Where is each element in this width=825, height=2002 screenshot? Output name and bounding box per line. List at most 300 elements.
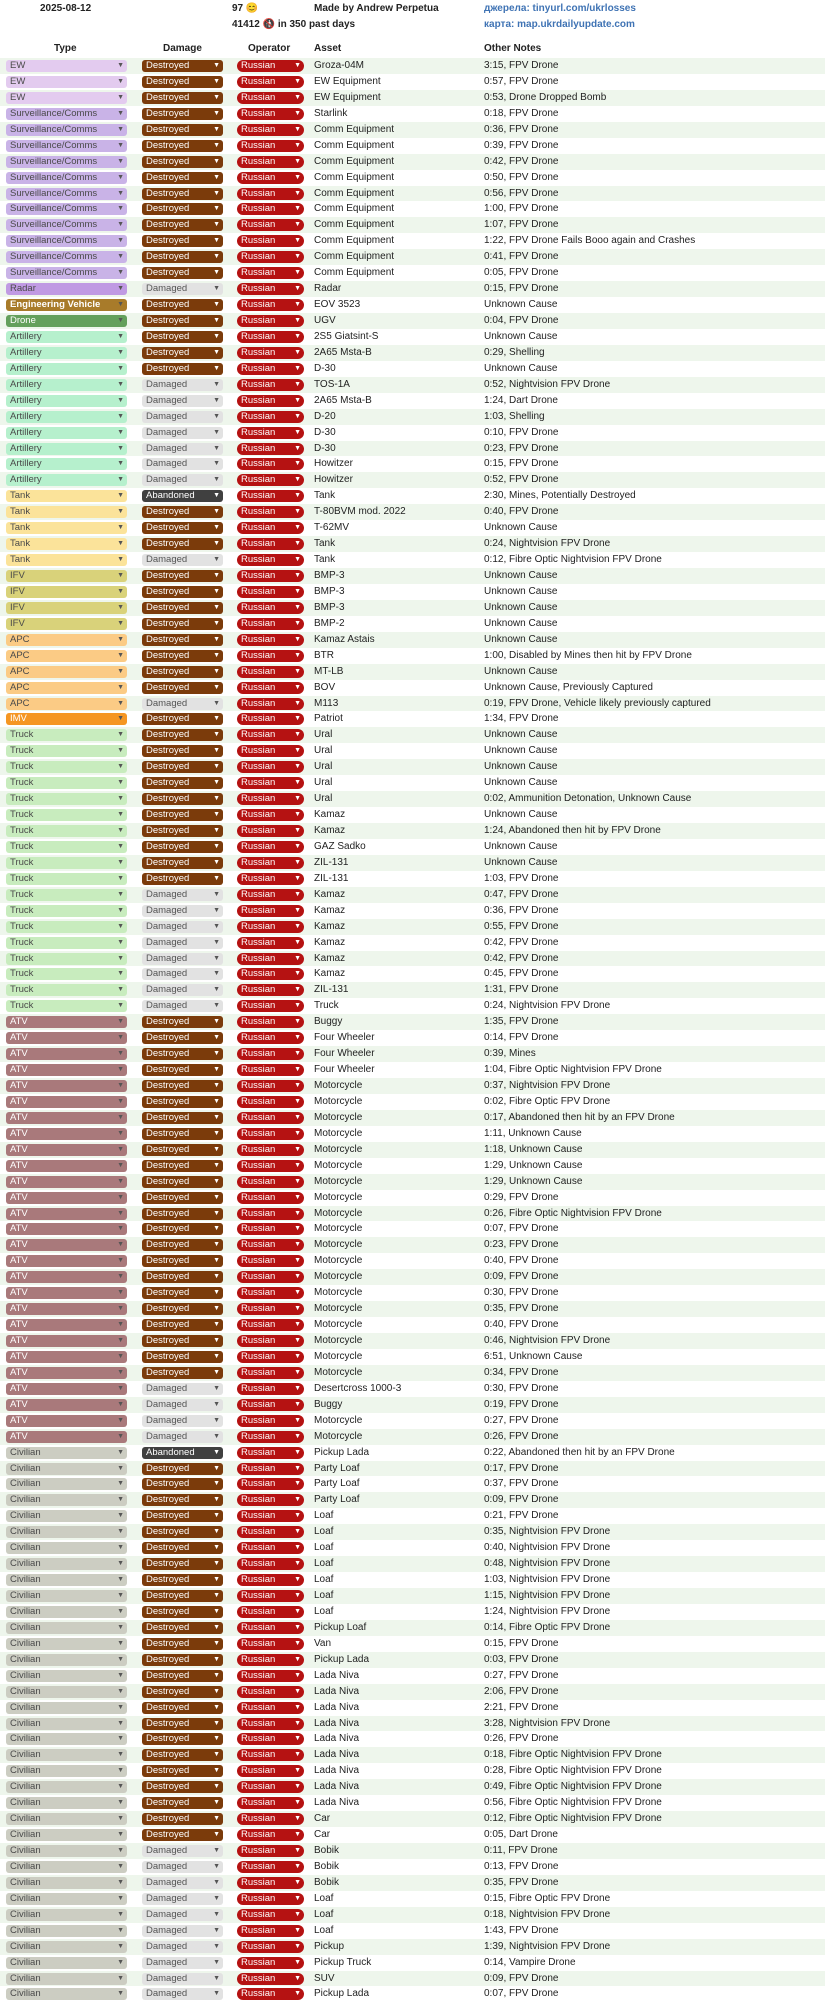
operator-dropdown[interactable]: Russian ▼ — [237, 315, 304, 327]
operator-dropdown[interactable]: Russian ▼ — [237, 1176, 304, 1188]
chevron-down-icon[interactable]: ▼ — [294, 221, 301, 229]
operator-dropdown[interactable]: Russian ▼ — [237, 1845, 304, 1857]
chevron-down-icon[interactable]: ▼ — [117, 269, 124, 277]
type-dropdown[interactable]: IFV ▼ — [6, 586, 127, 598]
operator-dropdown[interactable]: Russian ▼ — [237, 650, 304, 662]
damage-dropdown[interactable]: Destroyed ▼ — [142, 1271, 223, 1283]
operator-dropdown[interactable]: Russian ▼ — [237, 1813, 304, 1825]
damage-dropdown[interactable]: Damaged ▼ — [142, 889, 223, 901]
chevron-down-icon[interactable]: ▼ — [294, 332, 301, 340]
chevron-down-icon[interactable]: ▼ — [294, 189, 301, 197]
chevron-down-icon[interactable]: ▼ — [117, 572, 124, 579]
chevron-down-icon[interactable]: ▼ — [117, 62, 124, 69]
chevron-down-icon[interactable]: ▼ — [213, 1592, 220, 1599]
operator-dropdown[interactable]: Russian ▼ — [237, 1335, 304, 1347]
chevron-down-icon[interactable]: ▼ — [294, 1273, 301, 1281]
damage-dropdown[interactable]: Destroyed ▼ — [142, 1032, 223, 1044]
chevron-down-icon[interactable]: ▼ — [213, 1831, 220, 1839]
chevron-down-icon[interactable]: ▼ — [117, 1847, 124, 1854]
type-dropdown[interactable]: ATV ▼ — [6, 1239, 127, 1251]
damage-dropdown[interactable]: Destroyed ▼ — [142, 650, 223, 662]
type-dropdown[interactable]: EW ▼ — [6, 92, 127, 104]
chevron-down-icon[interactable]: ▼ — [294, 1241, 301, 1249]
type-dropdown[interactable]: Drone ▼ — [6, 315, 127, 327]
damage-dropdown[interactable]: Destroyed ▼ — [142, 586, 223, 598]
damage-dropdown[interactable]: Destroyed ▼ — [142, 219, 223, 231]
damage-dropdown[interactable]: Damaged ▼ — [142, 1000, 223, 1012]
chevron-down-icon[interactable]: ▼ — [117, 1671, 124, 1679]
chevron-down-icon[interactable]: ▼ — [294, 1799, 301, 1807]
chevron-down-icon[interactable]: ▼ — [117, 1783, 124, 1791]
chevron-down-icon[interactable]: ▼ — [213, 173, 220, 181]
chevron-down-icon[interactable]: ▼ — [294, 1225, 301, 1233]
damage-dropdown[interactable]: Destroyed ▼ — [142, 682, 223, 694]
chevron-down-icon[interactable]: ▼ — [294, 412, 301, 420]
chevron-down-icon[interactable]: ▼ — [117, 1209, 124, 1217]
operator-dropdown[interactable]: Russian ▼ — [237, 219, 304, 231]
damage-dropdown[interactable]: Destroyed ▼ — [142, 1765, 223, 1777]
operator-dropdown[interactable]: Russian ▼ — [237, 124, 304, 136]
operator-dropdown[interactable]: Russian ▼ — [237, 1590, 304, 1602]
chevron-down-icon[interactable]: ▼ — [117, 587, 124, 595]
operator-dropdown[interactable]: Russian ▼ — [237, 1032, 304, 1044]
chevron-down-icon[interactable]: ▼ — [213, 683, 220, 691]
chevron-down-icon[interactable]: ▼ — [294, 460, 301, 468]
damage-dropdown[interactable]: Damaged ▼ — [142, 937, 223, 949]
chevron-down-icon[interactable]: ▼ — [294, 1400, 301, 1408]
operator-dropdown[interactable]: Russian ▼ — [237, 506, 304, 518]
chevron-down-icon[interactable]: ▼ — [117, 77, 124, 85]
chevron-down-icon[interactable]: ▼ — [294, 1321, 301, 1329]
chevron-down-icon[interactable]: ▼ — [213, 1129, 220, 1137]
operator-dropdown[interactable]: Russian ▼ — [237, 1367, 304, 1379]
damage-dropdown[interactable]: Destroyed ▼ — [142, 745, 223, 757]
type-dropdown[interactable]: APC ▼ — [6, 634, 127, 646]
chevron-down-icon[interactable]: ▼ — [117, 1113, 124, 1121]
type-dropdown[interactable]: Civilian ▼ — [6, 1813, 127, 1825]
chevron-down-icon[interactable]: ▼ — [117, 954, 124, 962]
chevron-down-icon[interactable]: ▼ — [213, 1576, 220, 1584]
operator-dropdown[interactable]: Russian ▼ — [237, 474, 304, 486]
chevron-down-icon[interactable]: ▼ — [213, 1751, 220, 1759]
damage-dropdown[interactable]: Destroyed ▼ — [142, 108, 223, 120]
type-dropdown[interactable]: ATV ▼ — [6, 1271, 127, 1283]
operator-dropdown[interactable]: Russian ▼ — [237, 745, 304, 757]
damage-dropdown[interactable]: Destroyed ▼ — [142, 1176, 223, 1188]
column-header-damage[interactable]: Damage — [163, 43, 202, 54]
chevron-down-icon[interactable]: ▼ — [117, 1177, 124, 1185]
chevron-down-icon[interactable]: ▼ — [294, 1592, 301, 1599]
type-dropdown[interactable]: ATV ▼ — [6, 1208, 127, 1220]
damage-dropdown[interactable]: Damaged ▼ — [142, 283, 223, 295]
damage-dropdown[interactable]: Destroyed ▼ — [142, 713, 223, 725]
damage-dropdown[interactable]: Damaged ▼ — [142, 1415, 223, 1427]
type-dropdown[interactable]: Artillery ▼ — [6, 411, 127, 423]
chevron-down-icon[interactable]: ▼ — [294, 1878, 301, 1886]
chevron-down-icon[interactable]: ▼ — [213, 1305, 220, 1313]
operator-dropdown[interactable]: Russian ▼ — [237, 1319, 304, 1331]
chevron-down-icon[interactable]: ▼ — [213, 1368, 220, 1376]
chevron-down-icon[interactable]: ▼ — [213, 922, 220, 930]
chevron-down-icon[interactable]: ▼ — [294, 540, 301, 548]
type-dropdown[interactable]: Surveillance/Comms ▼ — [6, 235, 127, 247]
chevron-down-icon[interactable]: ▼ — [117, 237, 124, 245]
chevron-down-icon[interactable]: ▼ — [294, 1289, 301, 1297]
chevron-down-icon[interactable]: ▼ — [294, 1560, 301, 1568]
type-dropdown[interactable]: Surveillance/Comms ▼ — [6, 251, 127, 263]
operator-dropdown[interactable]: Russian ▼ — [237, 761, 304, 773]
type-dropdown[interactable]: Civilian ▼ — [6, 1957, 127, 1969]
chevron-down-icon[interactable]: ▼ — [213, 301, 220, 309]
type-dropdown[interactable]: ATV ▼ — [6, 1144, 127, 1156]
type-dropdown[interactable]: Truck ▼ — [6, 777, 127, 789]
chevron-down-icon[interactable]: ▼ — [213, 1623, 220, 1631]
chevron-down-icon[interactable]: ▼ — [117, 1639, 124, 1647]
chevron-down-icon[interactable]: ▼ — [117, 508, 124, 516]
operator-dropdown[interactable]: Russian ▼ — [237, 411, 304, 423]
operator-dropdown[interactable]: Russian ▼ — [237, 921, 304, 933]
operator-dropdown[interactable]: Russian ▼ — [237, 984, 304, 996]
chevron-down-icon[interactable]: ▼ — [213, 1990, 220, 1998]
operator-dropdown[interactable]: Russian ▼ — [237, 873, 304, 885]
chevron-down-icon[interactable]: ▼ — [213, 858, 220, 866]
type-dropdown[interactable]: Civilian ▼ — [6, 1478, 127, 1490]
damage-dropdown[interactable]: Destroyed ▼ — [142, 1144, 223, 1156]
chevron-down-icon[interactable]: ▼ — [117, 412, 124, 420]
chevron-down-icon[interactable]: ▼ — [117, 1368, 124, 1376]
damage-dropdown[interactable]: Destroyed ▼ — [142, 1733, 223, 1745]
type-dropdown[interactable]: Civilian ▼ — [6, 1638, 127, 1650]
damage-dropdown[interactable]: Destroyed ▼ — [142, 1016, 223, 1028]
chevron-down-icon[interactable]: ▼ — [117, 1129, 124, 1137]
type-dropdown[interactable]: Truck ▼ — [6, 953, 127, 965]
chevron-down-icon[interactable]: ▼ — [213, 460, 220, 468]
type-dropdown[interactable]: Tank ▼ — [6, 538, 127, 550]
operator-dropdown[interactable]: Russian ▼ — [237, 1606, 304, 1618]
operator-dropdown[interactable]: Russian ▼ — [237, 203, 304, 215]
chevron-down-icon[interactable]: ▼ — [213, 667, 220, 675]
operator-dropdown[interactable]: Russian ▼ — [237, 1510, 304, 1522]
damage-dropdown[interactable]: Destroyed ▼ — [142, 172, 223, 184]
damage-dropdown[interactable]: Destroyed ▼ — [142, 347, 223, 359]
damage-dropdown[interactable]: Damaged ▼ — [142, 1431, 223, 1443]
operator-dropdown[interactable]: Russian ▼ — [237, 1080, 304, 1092]
operator-dropdown[interactable]: Russian ▼ — [237, 554, 304, 566]
chevron-down-icon[interactable]: ▼ — [294, 1990, 301, 1998]
operator-dropdown[interactable]: Russian ▼ — [237, 889, 304, 901]
chevron-down-icon[interactable]: ▼ — [294, 1193, 301, 1201]
chevron-down-icon[interactable]: ▼ — [117, 1400, 124, 1408]
damage-dropdown[interactable]: Damaged ▼ — [142, 905, 223, 917]
chevron-down-icon[interactable]: ▼ — [117, 332, 124, 340]
chevron-down-icon[interactable]: ▼ — [294, 1735, 301, 1743]
chevron-down-icon[interactable]: ▼ — [294, 906, 301, 914]
chevron-down-icon[interactable]: ▼ — [294, 428, 301, 436]
operator-dropdown[interactable]: Russian ▼ — [237, 1542, 304, 1554]
type-dropdown[interactable]: IFV ▼ — [6, 602, 127, 614]
damage-dropdown[interactable]: Destroyed ▼ — [142, 1797, 223, 1809]
chevron-down-icon[interactable]: ▼ — [294, 1671, 301, 1679]
chevron-down-icon[interactable]: ▼ — [213, 1225, 220, 1233]
operator-dropdown[interactable]: Russian ▼ — [237, 1048, 304, 1060]
chevron-down-icon[interactable]: ▼ — [294, 1607, 301, 1615]
type-dropdown[interactable]: Civilian ▼ — [6, 1558, 127, 1570]
chevron-down-icon[interactable]: ▼ — [117, 603, 124, 611]
type-dropdown[interactable]: Civilian ▼ — [6, 1861, 127, 1873]
type-dropdown[interactable]: Civilian ▼ — [6, 1654, 127, 1666]
type-dropdown[interactable]: Truck ▼ — [6, 984, 127, 996]
chevron-down-icon[interactable]: ▼ — [117, 1337, 124, 1344]
type-dropdown[interactable]: APC ▼ — [6, 698, 127, 710]
operator-dropdown[interactable]: Russian ▼ — [237, 1431, 304, 1443]
damage-dropdown[interactable]: Destroyed ▼ — [142, 363, 223, 375]
operator-dropdown[interactable]: Russian ▼ — [237, 1957, 304, 1969]
type-dropdown[interactable]: Civilian ▼ — [6, 1733, 127, 1745]
damage-dropdown[interactable]: Destroyed ▼ — [142, 1303, 223, 1315]
chevron-down-icon[interactable]: ▼ — [294, 1703, 301, 1711]
chevron-down-icon[interactable]: ▼ — [117, 1560, 124, 1568]
chevron-down-icon[interactable]: ▼ — [117, 492, 124, 500]
type-dropdown[interactable]: Civilian ▼ — [6, 1893, 127, 1905]
chevron-down-icon[interactable]: ▼ — [213, 332, 220, 340]
chevron-down-icon[interactable]: ▼ — [294, 285, 301, 293]
chevron-down-icon[interactable]: ▼ — [294, 125, 301, 133]
damage-dropdown[interactable]: Destroyed ▼ — [142, 235, 223, 247]
chevron-down-icon[interactable]: ▼ — [117, 1241, 124, 1249]
chevron-down-icon[interactable]: ▼ — [213, 428, 220, 436]
operator-dropdown[interactable]: Russian ▼ — [237, 1988, 304, 2000]
chevron-down-icon[interactable]: ▼ — [117, 619, 124, 627]
chevron-down-icon[interactable]: ▼ — [294, 970, 301, 978]
chevron-down-icon[interactable]: ▼ — [117, 1145, 124, 1153]
operator-dropdown[interactable]: Russian ▼ — [237, 1399, 304, 1411]
damage-dropdown[interactable]: Destroyed ▼ — [142, 1574, 223, 1586]
type-dropdown[interactable]: Artillery ▼ — [6, 458, 127, 470]
chevron-down-icon[interactable]: ▼ — [294, 524, 301, 532]
chevron-down-icon[interactable]: ▼ — [117, 811, 124, 819]
chevron-down-icon[interactable]: ▼ — [213, 619, 220, 627]
chevron-down-icon[interactable]: ▼ — [294, 348, 301, 356]
type-dropdown[interactable]: ATV ▼ — [6, 1287, 127, 1299]
type-dropdown[interactable]: Tank ▼ — [6, 522, 127, 534]
chevron-down-icon[interactable]: ▼ — [213, 93, 220, 101]
damage-dropdown[interactable]: Damaged ▼ — [142, 554, 223, 566]
chevron-down-icon[interactable]: ▼ — [117, 938, 124, 946]
type-dropdown[interactable]: Civilian ▼ — [6, 1463, 127, 1475]
damage-dropdown[interactable]: Destroyed ▼ — [142, 1160, 223, 1172]
operator-dropdown[interactable]: Russian ▼ — [237, 251, 304, 263]
chevron-down-icon[interactable]: ▼ — [294, 380, 301, 388]
damage-dropdown[interactable]: Damaged ▼ — [142, 458, 223, 470]
chevron-down-icon[interactable]: ▼ — [117, 364, 124, 372]
damage-dropdown[interactable]: Destroyed ▼ — [142, 1367, 223, 1379]
chevron-down-icon[interactable]: ▼ — [117, 253, 124, 261]
type-dropdown[interactable]: IFV ▼ — [6, 570, 127, 582]
chevron-down-icon[interactable]: ▼ — [213, 1767, 220, 1775]
chevron-down-icon[interactable]: ▼ — [117, 1512, 124, 1520]
chevron-down-icon[interactable]: ▼ — [117, 93, 124, 101]
operator-dropdown[interactable]: Russian ▼ — [237, 299, 304, 311]
operator-dropdown[interactable]: Russian ▼ — [237, 586, 304, 598]
chevron-down-icon[interactable]: ▼ — [117, 1432, 124, 1440]
damage-dropdown[interactable]: Destroyed ▼ — [142, 1351, 223, 1363]
damage-dropdown[interactable]: Destroyed ▼ — [142, 1112, 223, 1124]
operator-dropdown[interactable]: Russian ▼ — [237, 857, 304, 869]
damage-dropdown[interactable]: Damaged ▼ — [142, 1941, 223, 1953]
damage-dropdown[interactable]: Destroyed ▼ — [142, 761, 223, 773]
chevron-down-icon[interactable]: ▼ — [213, 1894, 220, 1902]
type-dropdown[interactable]: ATV ▼ — [6, 1128, 127, 1140]
chevron-down-icon[interactable]: ▼ — [294, 109, 301, 117]
type-dropdown[interactable]: Artillery ▼ — [6, 363, 127, 375]
chevron-down-icon[interactable]: ▼ — [294, 62, 301, 69]
damage-dropdown[interactable]: Damaged ▼ — [142, 1845, 223, 1857]
operator-dropdown[interactable]: Russian ▼ — [237, 618, 304, 630]
damage-dropdown[interactable]: Destroyed ▼ — [142, 299, 223, 311]
chevron-down-icon[interactable]: ▼ — [294, 731, 301, 739]
chevron-down-icon[interactable]: ▼ — [294, 1177, 301, 1185]
damage-dropdown[interactable]: Destroyed ▼ — [142, 1686, 223, 1698]
type-dropdown[interactable]: Surveillance/Comms ▼ — [6, 219, 127, 231]
operator-dropdown[interactable]: Russian ▼ — [237, 1494, 304, 1506]
operator-dropdown[interactable]: Russian ▼ — [237, 347, 304, 359]
damage-dropdown[interactable]: Destroyed ▼ — [142, 602, 223, 614]
chevron-down-icon[interactable]: ▼ — [117, 1751, 124, 1759]
type-dropdown[interactable]: ATV ▼ — [6, 1335, 127, 1347]
type-dropdown[interactable]: Artillery ▼ — [6, 347, 127, 359]
type-dropdown[interactable]: Truck ▼ — [6, 873, 127, 885]
chevron-down-icon[interactable]: ▼ — [213, 874, 220, 882]
chevron-down-icon[interactable]: ▼ — [294, 1305, 301, 1313]
chevron-down-icon[interactable]: ▼ — [117, 1528, 124, 1536]
chevron-down-icon[interactable]: ▼ — [117, 1448, 124, 1456]
type-dropdown[interactable]: Truck ▼ — [6, 905, 127, 917]
chevron-down-icon[interactable]: ▼ — [213, 1639, 220, 1647]
chevron-down-icon[interactable]: ▼ — [213, 1560, 220, 1568]
damage-dropdown[interactable]: Destroyed ▼ — [142, 124, 223, 136]
type-dropdown[interactable]: Civilian ▼ — [6, 1622, 127, 1634]
damage-dropdown[interactable]: Damaged ▼ — [142, 1861, 223, 1873]
chevron-down-icon[interactable]: ▼ — [213, 635, 220, 643]
chevron-down-icon[interactable]: ▼ — [294, 747, 301, 755]
chevron-down-icon[interactable]: ▼ — [117, 1703, 124, 1711]
chevron-down-icon[interactable]: ▼ — [294, 1910, 301, 1918]
damage-dropdown[interactable]: Destroyed ▼ — [142, 1813, 223, 1825]
damage-dropdown[interactable]: Destroyed ▼ — [142, 315, 223, 327]
type-dropdown[interactable]: EW ▼ — [6, 60, 127, 72]
damage-dropdown[interactable]: Destroyed ▼ — [142, 156, 223, 168]
type-dropdown[interactable]: Truck ▼ — [6, 841, 127, 853]
chevron-down-icon[interactable]: ▼ — [294, 1862, 301, 1870]
chevron-down-icon[interactable]: ▼ — [294, 508, 301, 516]
damage-dropdown[interactable]: Destroyed ▼ — [142, 1335, 223, 1347]
damage-dropdown[interactable]: Destroyed ▼ — [142, 1718, 223, 1730]
chevron-down-icon[interactable]: ▼ — [294, 1464, 301, 1472]
damage-dropdown[interactable]: Destroyed ▼ — [142, 1590, 223, 1602]
chevron-down-icon[interactable]: ▼ — [213, 412, 220, 420]
damage-dropdown[interactable]: Destroyed ▼ — [142, 1670, 223, 1682]
damage-dropdown[interactable]: Destroyed ▼ — [142, 1319, 223, 1331]
type-dropdown[interactable]: Civilian ▼ — [6, 1797, 127, 1809]
damage-dropdown[interactable]: Destroyed ▼ — [142, 92, 223, 104]
chevron-down-icon[interactable]: ▼ — [294, 1209, 301, 1217]
chevron-down-icon[interactable]: ▼ — [294, 986, 301, 994]
type-dropdown[interactable]: Civilian ▼ — [6, 1941, 127, 1953]
chevron-down-icon[interactable]: ▼ — [213, 1273, 220, 1281]
operator-dropdown[interactable]: Russian ▼ — [237, 1670, 304, 1682]
type-dropdown[interactable]: IFV ▼ — [6, 618, 127, 630]
chevron-down-icon[interactable]: ▼ — [213, 572, 220, 579]
chevron-down-icon[interactable]: ▼ — [213, 1512, 220, 1520]
chevron-down-icon[interactable]: ▼ — [117, 635, 124, 643]
damage-dropdown[interactable]: Damaged ▼ — [142, 443, 223, 455]
type-dropdown[interactable]: ATV ▼ — [6, 1112, 127, 1124]
damage-dropdown[interactable]: Destroyed ▼ — [142, 1478, 223, 1490]
type-dropdown[interactable]: ATV ▼ — [6, 1160, 127, 1172]
chevron-down-icon[interactable]: ▼ — [213, 1177, 220, 1185]
chevron-down-icon[interactable]: ▼ — [117, 874, 124, 882]
damage-dropdown[interactable]: Destroyed ▼ — [142, 777, 223, 789]
damage-dropdown[interactable]: Destroyed ▼ — [142, 1208, 223, 1220]
chevron-down-icon[interactable]: ▼ — [294, 1050, 301, 1058]
chevron-down-icon[interactable]: ▼ — [213, 842, 220, 850]
chevron-down-icon[interactable]: ▼ — [117, 970, 124, 978]
chevron-down-icon[interactable]: ▼ — [117, 1623, 124, 1631]
operator-dropdown[interactable]: Russian ▼ — [237, 188, 304, 200]
type-dropdown[interactable]: Surveillance/Comms ▼ — [6, 140, 127, 152]
damage-dropdown[interactable]: Destroyed ▼ — [142, 251, 223, 263]
operator-dropdown[interactable]: Russian ▼ — [237, 841, 304, 853]
damage-dropdown[interactable]: Damaged ▼ — [142, 1893, 223, 1905]
type-dropdown[interactable]: ATV ▼ — [6, 1399, 127, 1411]
sources-link[interactable]: джерела: tinyurl.com/ukrlosses — [484, 3, 636, 14]
chevron-down-icon[interactable]: ▼ — [294, 173, 301, 181]
chevron-down-icon[interactable]: ▼ — [213, 524, 220, 532]
operator-dropdown[interactable]: Russian ▼ — [237, 1271, 304, 1283]
chevron-down-icon[interactable]: ▼ — [213, 1416, 220, 1424]
chevron-down-icon[interactable]: ▼ — [213, 954, 220, 962]
type-dropdown[interactable]: Artillery ▼ — [6, 427, 127, 439]
damage-dropdown[interactable]: Damaged ▼ — [142, 1957, 223, 1969]
chevron-down-icon[interactable]: ▼ — [294, 699, 301, 707]
operator-dropdown[interactable]: Russian ▼ — [237, 602, 304, 614]
chevron-down-icon[interactable]: ▼ — [213, 1847, 220, 1854]
chevron-down-icon[interactable]: ▼ — [213, 779, 220, 787]
type-dropdown[interactable]: Civilian ▼ — [6, 1574, 127, 1586]
operator-dropdown[interactable]: Russian ▼ — [237, 1829, 304, 1841]
column-header-asset[interactable]: Asset — [314, 43, 342, 54]
type-dropdown[interactable]: Truck ▼ — [6, 761, 127, 773]
type-dropdown[interactable]: Civilian ▼ — [6, 1686, 127, 1698]
chevron-down-icon[interactable]: ▼ — [117, 842, 124, 850]
chevron-down-icon[interactable]: ▼ — [294, 1066, 301, 1074]
chevron-down-icon[interactable]: ▼ — [117, 1384, 124, 1392]
chevron-down-icon[interactable]: ▼ — [117, 1305, 124, 1313]
type-dropdown[interactable]: Surveillance/Comms ▼ — [6, 203, 127, 215]
chevron-down-icon[interactable]: ▼ — [117, 1831, 124, 1839]
column-header-type[interactable]: Type — [54, 43, 77, 54]
damage-dropdown[interactable]: Destroyed ▼ — [142, 1606, 223, 1618]
damage-dropdown[interactable]: Damaged ▼ — [142, 1877, 223, 1889]
chevron-down-icon[interactable]: ▼ — [213, 125, 220, 133]
damage-dropdown[interactable]: Destroyed ▼ — [142, 267, 223, 279]
damage-dropdown[interactable]: Abandoned ▼ — [142, 490, 223, 502]
chevron-down-icon[interactable]: ▼ — [213, 1145, 220, 1153]
chevron-down-icon[interactable]: ▼ — [117, 763, 124, 771]
operator-dropdown[interactable]: Russian ▼ — [237, 1096, 304, 1108]
operator-dropdown[interactable]: Russian ▼ — [237, 682, 304, 694]
chevron-down-icon[interactable]: ▼ — [294, 1655, 301, 1663]
